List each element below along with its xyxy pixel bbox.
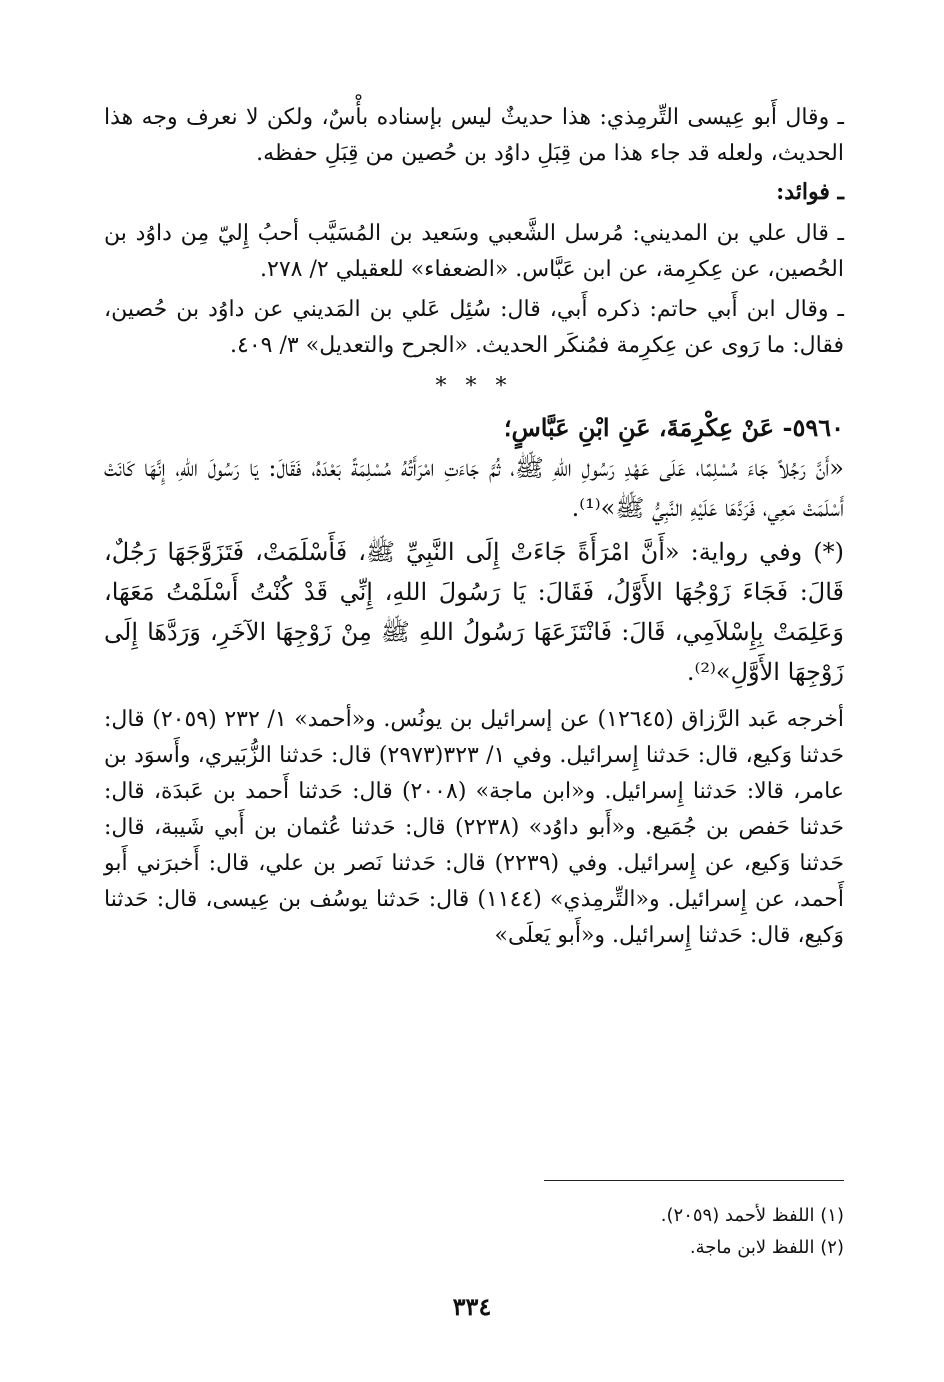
fawaid-heading: ـ فوائد: — [776, 179, 844, 205]
hadith-header — [104, 408, 844, 448]
footnote-2: (٢) اللفظ لابن ماجة. — [689, 1237, 844, 1258]
ibn-madini-note: ـ قال علي بن المديني: مُرسل الشَّعبي وسَعيد بن المُسَيَّب أحبُ إِليّ مِن داوُد بن الحُصين، عن عِكرِمة، عن ابن عَبَّاس. «الضعفاء» للعقيلي ٢/ ٢٧٨. — [104, 221, 844, 282]
tirmidhi-note: ـ وقال أَبو عِيسى التِّرمِذي: هذا حديثٌ ليس بإسناده بأْسٌ، ولكن لا نعرف وجه هذا الحديث، ولعله قد جاء هذا من قِبَلِ داوُد بن حُصين من قِبَلِ حفظه. — [104, 105, 844, 166]
takhrij-paragraph: أخرجه عَبد الرَّزاق (١٢٦٤٥) عن إسرائيل بن يونُس. و«أحمد» ١/ ٢٣٢ (٢٠٥٩) قال: حَدثنا وَكيع، قال: حَدثنا إِسرائيل. وفي ١/ ٣٢٣(٢٩٧٣) قال: حَدثنا الزُّبَيري، وأَسوَد بن عامر، قالا: حَدثنا إِسرائيل. و«ابن ماجة» (٢٠٠٨) قال: حَدثنا أَحمد بن عَبدَة، قال: حَدثنا حَفص بن جُمَيع. و«أَبو داوُد» (٢٢٣٨) قال: حَدثنا عُثمان بن أَبي شَيبة، قال: حَدثنا وَكيع، عن إِسرائيل. وفي (٢٢٣٩) قال: حَدثنا نَصر بن علي، قال: أَخبرَني أَبو أَحمد، عن إِسرائيل. و«التِّرمِذي» (١١٤٤) قال: حَدثنا يوسُف بن عِيسى، قال: حَدثنا وَكيع، قال: حَدثنا إِسرائيل. و«أَبو يَعلَى» — [104, 707, 845, 948]
ibn-abi-hatim-note: ـ وقال ابن أَبي حاتم: ذكره أَبي، قال: سُئِل عَلي بن المَديني عن داوُد بن حُصين، فقال: ما رَوى عن عِكرِمة فمُنكَر الحديث. «الجرح والتعديل» ٣/ ٤٠٩. — [104, 297, 844, 358]
footnotes — [104, 1200, 844, 1264]
hadith-riwaya: (*) وفي رواية: «أَنَّ امْرَأَةً جَاءَتْ إِلَى النَّبِيِّ ﷺ، فَأَسْلَمَتْ، فَتَزَوَّجَهَا رَجُلٌ، قَالَ: فَجَاءَ زَوْجُهَا الأَوَّلُ، فَقَالَ: يَا رَسُولَ اللهِ، إِنِّي قَدْ كُنْتُ أَسْلَمْتُ مَعَهَا، وَعَلِمَتْ بِإِسْلاَمِي، قَالَ: فَانْتَزَعَهَا رَسُولُ اللهِ ﷺ مِنْ زَوْجِهَا الآخَرِ، وَرَدَّهَا إِلَى زَوْجِهَا الأَوَّلِ»⁽²⁾. — [104, 538, 844, 686]
hadith-matn: «أَنَّ رَجُلاً جَاءَ مُسْلِمًا، عَلَى عَهْدِ رَسُولِ اللهِ ﷺ، ثُمَّ جَاءَتِ امْرَأَتُهُ مُسْلِمَةً بَعْدَهُ، فَقَالَ: يَا رَسُولَ اللهِ، إِنَّهَا كَانَتْ أَسْلَمَتْ مَعِي، فَرَدَّهَا عَلَيْهِ النَّبِيُّ ﷺ»⁽¹⁾. — [104, 454, 844, 522]
footnote-divider — [544, 1180, 844, 1181]
hadith-number: ٥٩٦٠ — [792, 413, 844, 442]
footnote-1: (١) اللفظ لأحمد (٢٠٥٩). — [660, 1205, 844, 1226]
section-separator: * * * — [435, 374, 513, 399]
hadith-isnad: - عَنْ عِكْرِمَةَ، عَنِ ابْنِ عَبَّاسٍ؛ — [503, 413, 793, 442]
page-number: ٣٣٤ — [452, 1292, 492, 1321]
page-body — [104, 100, 844, 976]
